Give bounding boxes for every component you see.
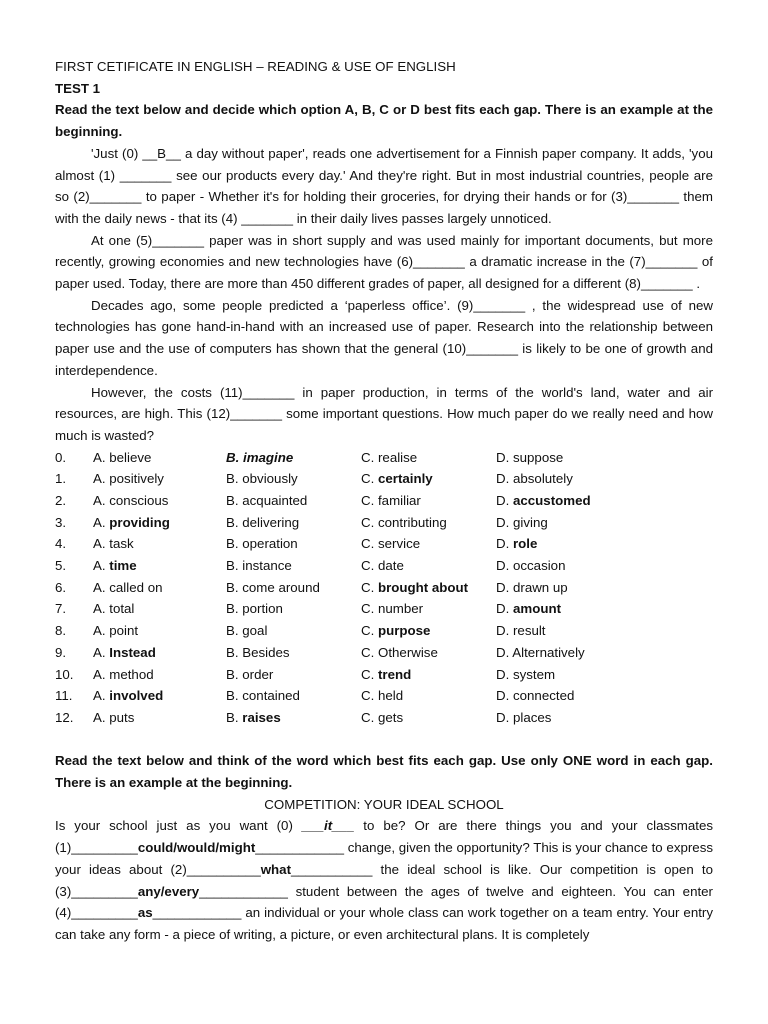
option-b: B. contained (226, 688, 300, 704)
option-a: A. involved (93, 688, 164, 704)
option-c: C. purpose (361, 623, 431, 639)
option-b: B. delivering (226, 514, 300, 530)
option-d: D. connected (496, 688, 575, 704)
text-run: ____________ student between the ages of twelve and eighteen. You can enter (4)_________ (55, 883, 713, 921)
text-run: ____________ change, given the opportunity? This is your chance to express your ideas about (2)__________ (55, 840, 713, 877)
paragraph: Decades ago, some people predicted a ‘paperless office’. (9)_______ , the widespread use of new technologies has gone hand-in-hand with an increased use of paper. Research into the relationship between paper use and the use of computers has shown that the general (10)_______ is likely to be one of growth and interdependence. (55, 297, 713, 378)
option-a: A. Instead (93, 644, 156, 660)
question-number: 3. (55, 514, 67, 530)
option-a: A. method (93, 666, 154, 682)
question-number: 7. (55, 601, 67, 617)
option-a: A. positively (93, 471, 164, 487)
option-a: A. point (93, 623, 139, 639)
part2-text (55, 815, 713, 945)
option-d: D. absolutely (496, 471, 573, 487)
option-a: A. puts (93, 709, 135, 725)
option-row (55, 664, 713, 686)
option-d: D. drawn up (496, 579, 568, 595)
answer-4: as (137, 905, 153, 921)
question-number: 6. (55, 579, 67, 595)
option-c: C. familiar (361, 493, 421, 509)
option-d: D. result (496, 623, 546, 639)
option-c: C. service (361, 536, 421, 552)
question-number: 0. (55, 449, 67, 465)
option-d: D. system (496, 666, 556, 682)
option-row (55, 555, 713, 577)
option-d: D. giving (496, 514, 548, 530)
option-c: C. gets (361, 709, 404, 725)
option-b: B. order (226, 666, 274, 682)
document-title: FIRST CETIFICATE IN ENGLISH – READING & USE OF ENGLISH (55, 59, 456, 74)
option-d: D. places (496, 709, 552, 725)
option-row (55, 577, 713, 599)
option-d: D. amount (496, 601, 562, 617)
option-a: A. believe (93, 449, 152, 465)
question-number: 2. (55, 493, 67, 509)
paragraph: However, the costs (11)_______ in paper production, in terms of the world's land, water and air resources, are high. This (12)_______ some important questions. How much paper do we really need and how much is wasted? (55, 384, 713, 443)
option-b: B. Besides (226, 644, 290, 660)
options-table (55, 447, 713, 729)
part1-text (55, 143, 713, 447)
option-c: C. realise (361, 449, 418, 465)
option-d: D. accustomed (496, 493, 591, 509)
option-c: C. date (361, 558, 404, 574)
question-number: 11. (55, 688, 73, 704)
option-c: C. contributing (361, 514, 447, 530)
example-answer: ___it___ (301, 818, 355, 834)
option-d: D. suppose (496, 449, 564, 465)
question-number: 10. (55, 666, 74, 682)
option-a: A. called on (93, 579, 163, 595)
part2-paragraph (55, 815, 713, 945)
answer-2: what (260, 861, 292, 877)
question-number: 5. (55, 558, 67, 574)
option-b: B. obviously (226, 471, 298, 487)
part2-heading: COMPETITION: YOUR IDEAL SCHOOL (264, 796, 504, 812)
part1-instruction: Read the text below and decide which option A, B, C or D best fits each gap. There is an example at the beginning. (55, 102, 713, 140)
option-d: D. occasion (496, 558, 566, 574)
text-run: to be? Or are there things you and your classmates (1)_________ (55, 818, 713, 856)
question-number: 9. (55, 644, 67, 660)
option-b: B. goal (226, 623, 268, 639)
part2-instruction: Read the text below and think of the word which best fits each gap. Use only ONE word in each gap. There is an example at the beginning. (55, 753, 713, 790)
test-label: TEST 1 (55, 80, 101, 96)
paragraph: 'Just (0) __B__ a day without paper', reads one advertisement for a Finnish paper company. It adds, 'you almost (1) _______ see our products every day.' And they're right. But in most industrial countries, people are so (2)_______ to paper - Whether it's for holding their groceries, for drying their hands or for (3)_______ them with the daily news - that its (4) _______ in their daily lives passes largely unnoticed. (55, 145, 713, 226)
option-d: D. Alternatively (496, 644, 585, 660)
option-a: A. providing (93, 514, 170, 530)
option-c: C. held (361, 688, 404, 704)
option-b: B. instance (226, 558, 292, 574)
option-d: D. role (496, 536, 538, 552)
option-a: A. conscious (93, 493, 169, 509)
option-a: A. time (93, 558, 137, 574)
option-c: C. trend (361, 666, 412, 682)
option-b: B. operation (226, 536, 298, 552)
question-number: 4. (55, 536, 67, 552)
text-run: ____________ an individual or your whole class can work together on a team entry. Your entry can take any form - a piece of writing, a picture, or even architectural plans. It is completely (55, 905, 713, 942)
question-number: 12. (55, 709, 74, 725)
option-row (55, 533, 713, 555)
option-b: B. portion (226, 601, 283, 617)
text-run: ___________ the ideal school is like. Our competition is open to (3)_________ (55, 861, 713, 899)
question-number: 1. (55, 471, 67, 487)
option-row (55, 620, 713, 642)
option-row (55, 685, 713, 707)
option-b: B. come around (226, 579, 320, 595)
option-a: A. total (93, 601, 135, 617)
option-row (55, 512, 713, 534)
option-b: B. imagine (226, 449, 294, 465)
option-c: C. number (361, 601, 424, 617)
option-c: C. certainly (361, 471, 433, 487)
option-row (55, 598, 713, 620)
answer-1: could/would/might (137, 840, 256, 856)
option-b: B. acquainted (226, 493, 308, 509)
option-c: C. brought about (361, 579, 469, 595)
paragraph: At one (5)_______ paper was in short supply and was used mainly for important documents, but more recently, growing economies and new technologies have (6)_______ a dramatic increase in the (7)_______ of paper used. Today, there are more than 450 different grades of paper, all designed for a different (8)_______ . (55, 232, 713, 292)
option-c: C. Otherwise (361, 644, 438, 660)
text-run: Is your school just as you want (0) (55, 818, 302, 834)
option-b: B. raises (226, 709, 281, 725)
option-row (55, 447, 713, 469)
answer-3: any/every (137, 883, 200, 899)
option-a: A. task (93, 536, 134, 552)
option-row (55, 707, 713, 729)
question-number: 8. (55, 623, 67, 639)
option-row (55, 490, 713, 512)
option-row (55, 468, 713, 490)
option-row (55, 642, 713, 664)
